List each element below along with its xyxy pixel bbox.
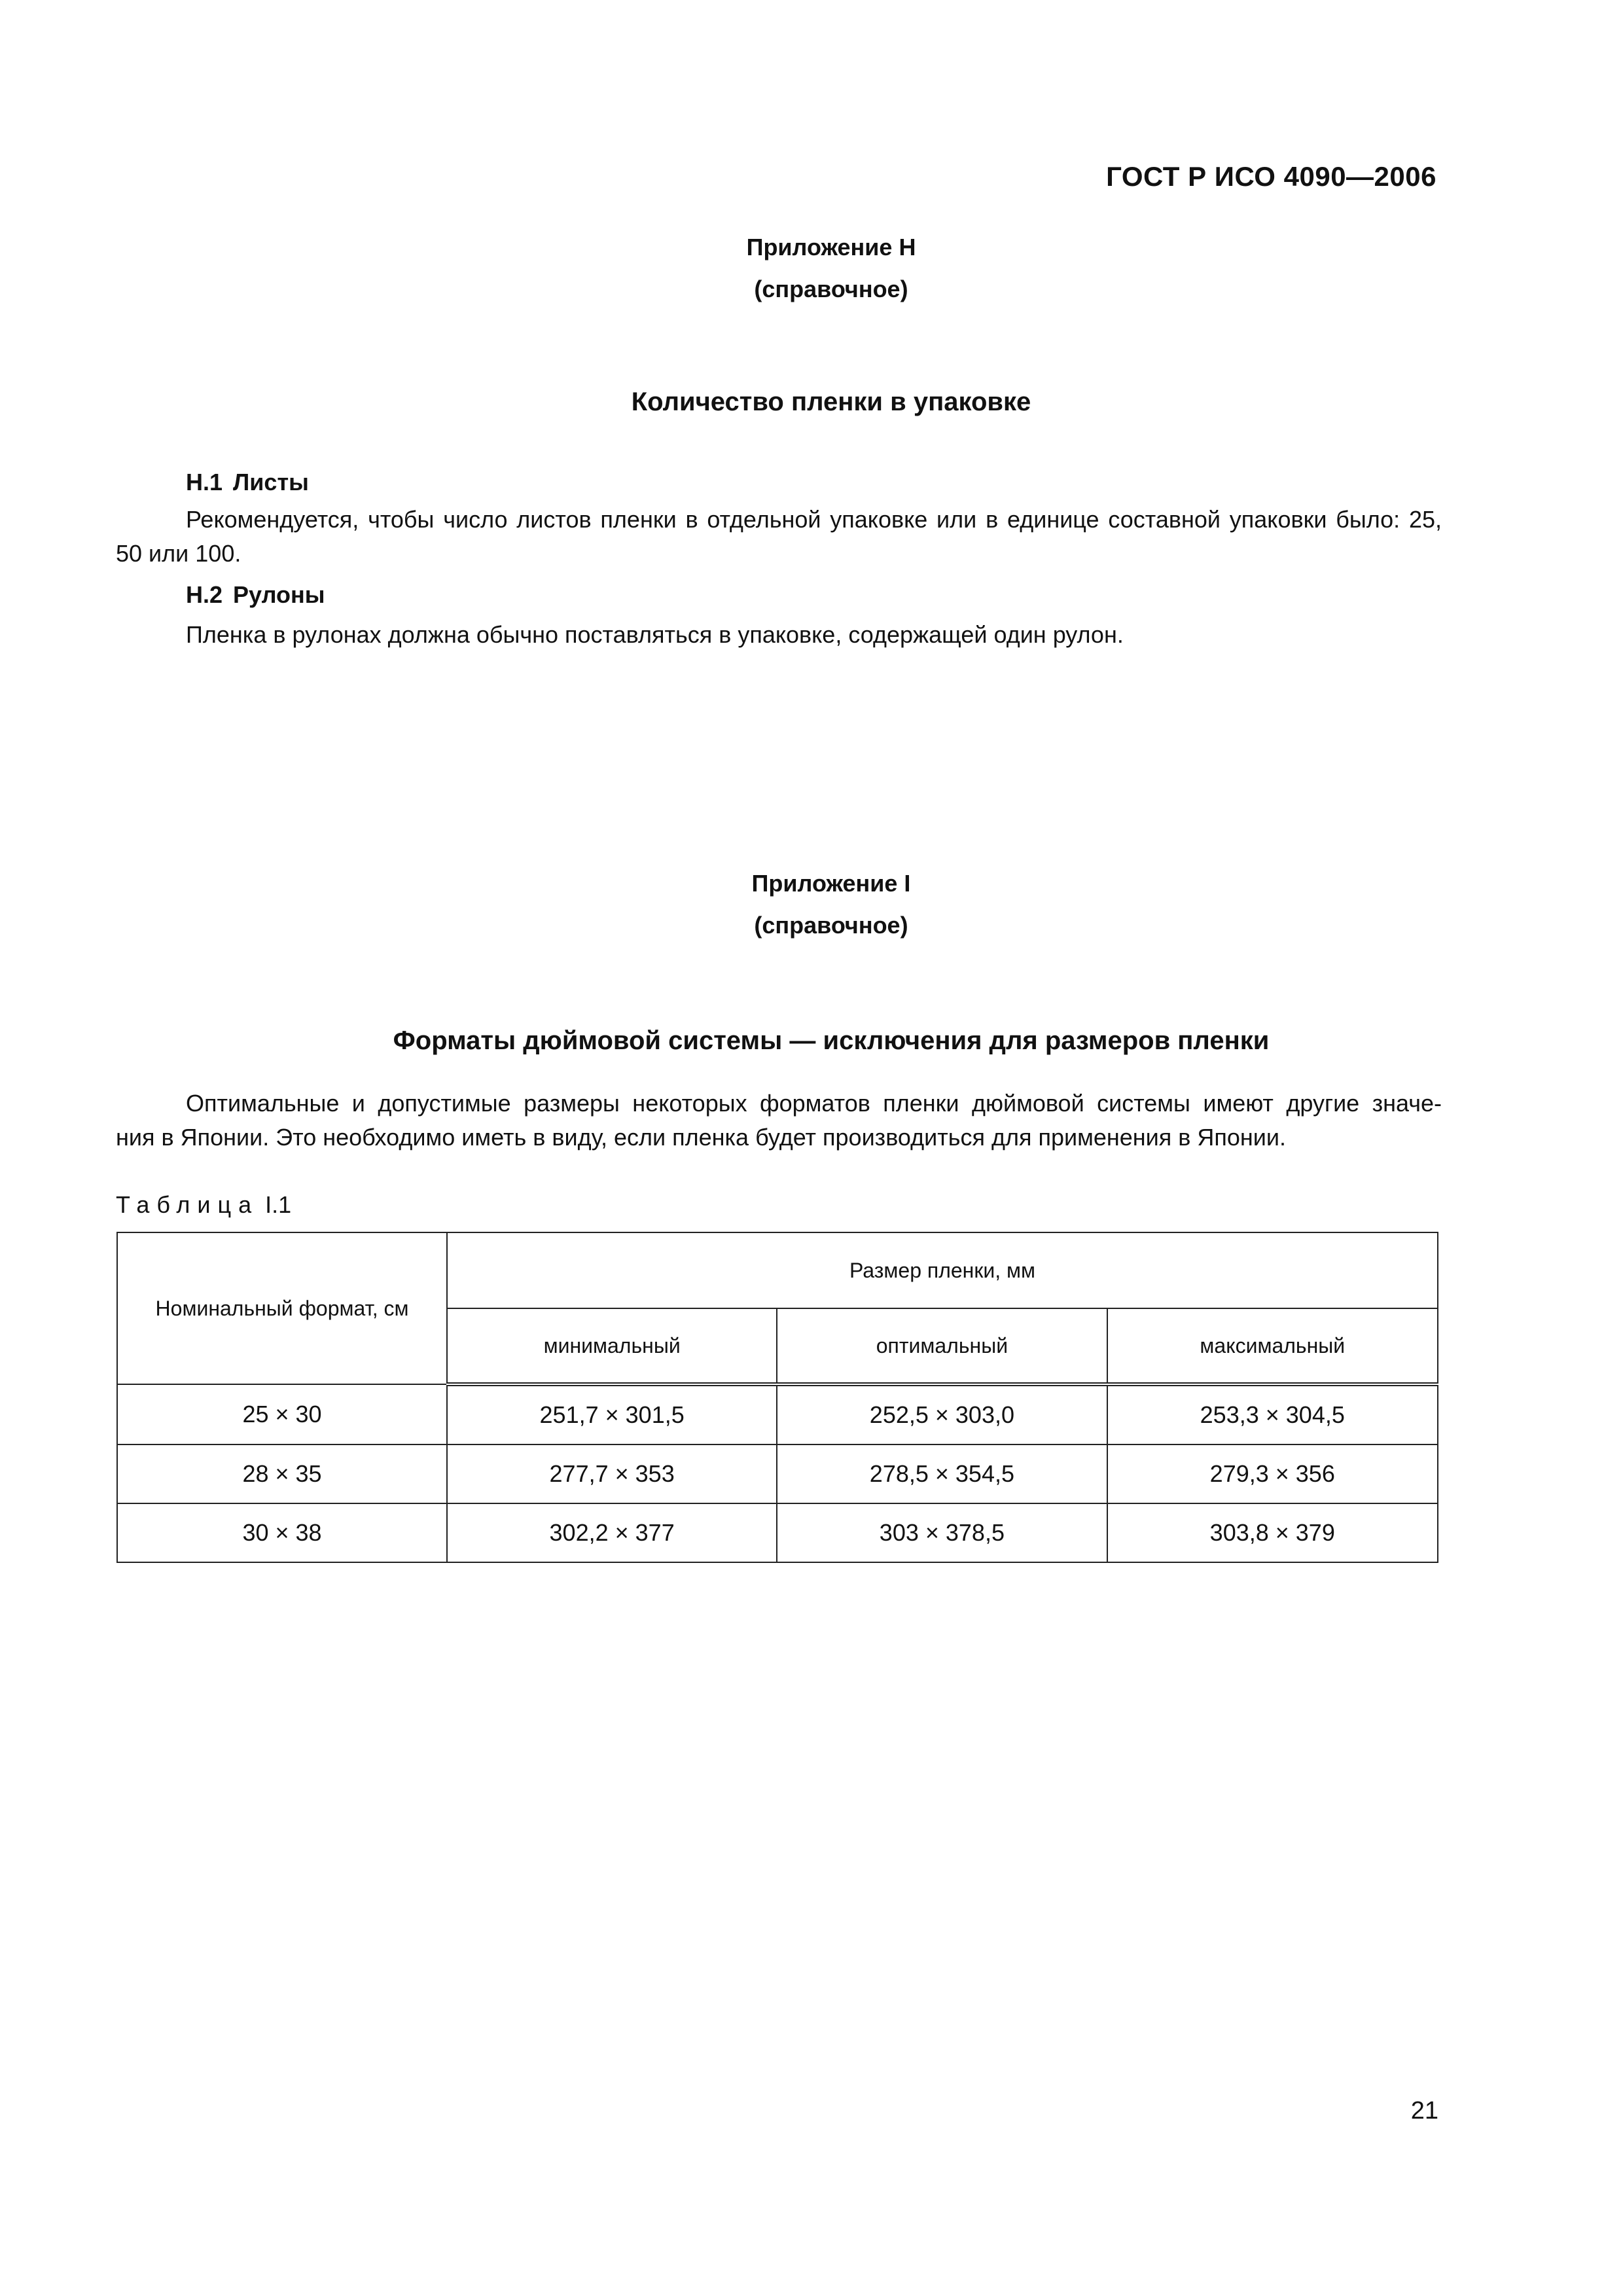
header-film-size: Размер пленки, мм	[447, 1232, 1438, 1308]
clause-h1-number: H.1	[186, 469, 223, 495]
cell-nominal: 25 × 30	[117, 1384, 447, 1444]
clause-h1-heading	[186, 469, 309, 496]
annex-h-title: Приложение H	[746, 234, 916, 260]
cell-max: 303,8 × 379	[1107, 1503, 1438, 1562]
header-minimal: минимальный	[447, 1308, 777, 1384]
annex-i-title: Приложение I	[751, 870, 911, 897]
cell-nominal: 30 × 38	[117, 1503, 447, 1562]
annex-i-line-2: ния в Японии. Это необходимо иметь в виду, если пленка будет производиться для применения в Японии.	[116, 1124, 1287, 1151]
header-maximal: максимальный	[1107, 1308, 1438, 1384]
cell-min: 251,7 × 301,5	[447, 1384, 777, 1444]
page-number: 21	[1410, 2097, 1438, 2125]
annex-i-paragraph	[116, 1086, 1442, 1155]
clause-h1-text	[116, 503, 1442, 571]
clause-h2-title: Рулоны	[233, 581, 325, 608]
annex-i-header	[20, 863, 1623, 946]
table-caption-number: I.1	[265, 1191, 292, 1218]
annex-h-status: (справочное)	[754, 276, 908, 302]
annex-i-line-1: Оптимальные и допустимые размеры некоторых форматов пленки дюймовой системы имеют другие значе-	[186, 1090, 1442, 1117]
annex-h-header	[20, 226, 1623, 310]
annex-h-heading: Количество пленки в упаковке	[631, 387, 1031, 416]
clause-h1-line-1: Рекомендуется, чтобы число листов пленки в отдельной упаковке или в единице составной упаковки было: 25,	[186, 506, 1442, 533]
clause-h2-text: Пленка в рулонах должна обычно поставляться в упаковке, содержащей один рулон.	[186, 621, 1124, 648]
header-optimal: оптимальный	[777, 1308, 1107, 1384]
table-caption-word: Таблица	[116, 1191, 259, 1218]
clause-h2-number: H.2	[186, 581, 223, 608]
cell-max: 279,3 × 356	[1107, 1444, 1438, 1503]
cell-nominal: 28 × 35	[117, 1444, 447, 1503]
table-row	[117, 1503, 1438, 1562]
cell-min: 302,2 × 377	[447, 1503, 777, 1562]
annex-i-heading: Форматы дюймовой системы — исключения для размеров пленки	[393, 1026, 1270, 1055]
header-nominal-format: Номинальный формат, см	[117, 1232, 447, 1384]
cell-opt: 278,5 × 354,5	[777, 1444, 1107, 1503]
film-size-table	[116, 1232, 1438, 1563]
cell-opt: 252,5 × 303,0	[777, 1384, 1107, 1444]
cell-max: 253,3 × 304,5	[1107, 1384, 1438, 1444]
clause-h2-heading	[186, 581, 325, 609]
clause-h1-title: Листы	[233, 469, 309, 495]
table-row	[117, 1384, 1438, 1444]
annex-i-status: (справочное)	[754, 912, 908, 939]
table-caption	[116, 1191, 291, 1219]
document-code: ГОСТ Р ИСО 4090—2006	[1106, 161, 1436, 192]
clause-h1-line-2: 50 или 100.	[116, 540, 241, 567]
cell-min: 277,7 × 353	[447, 1444, 777, 1503]
table-row	[117, 1444, 1438, 1503]
cell-opt: 303 × 378,5	[777, 1503, 1107, 1562]
